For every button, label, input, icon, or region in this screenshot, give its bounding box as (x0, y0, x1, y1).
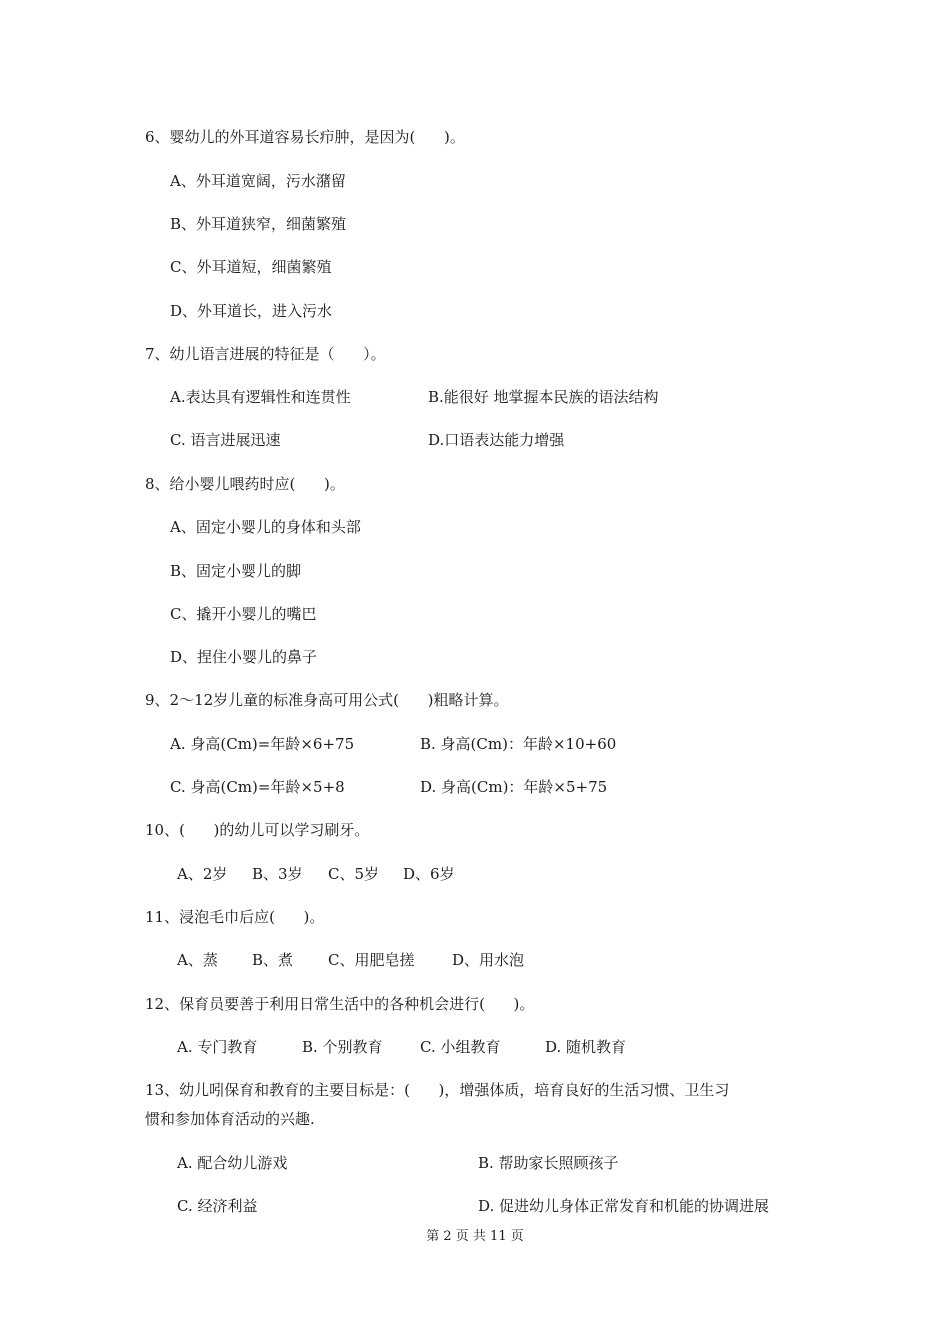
question-13-option-a: A. 配合幼儿游戏 (177, 1154, 288, 1172)
question-10-option-c: C、5岁 (328, 865, 380, 883)
question-10-option-b: B、3岁 (252, 865, 303, 883)
question-13-stem: 13、幼儿吲保育和教育的主要目标是：( )，增强体质，培育良好的生活习惯、卫生习 (145, 1081, 730, 1099)
question-11-stem: 11、浸泡毛巾后应( )。 (145, 908, 325, 926)
question-8-option-d: D、捏住小婴儿的鼻子 (170, 648, 318, 666)
question-7-stem: 7、幼儿语言进展的特征是（ ）。 (145, 345, 386, 363)
question-9-option-b: B. 身高(Cm)：年龄×10+60 (420, 735, 617, 753)
question-8-option-a: A、固定小婴儿的身体和头部 (170, 518, 361, 536)
question-9-option-d: D. 身高(Cm)：年龄×5+75 (420, 778, 608, 796)
question-10-option-a: A、2岁 (177, 865, 228, 883)
question-9-stem: 9、2～12岁儿童的标准身高可用公式( )粗略计算。 (145, 691, 509, 709)
question-8-stem: 8、给小婴儿喂药时应( )。 (145, 475, 345, 493)
question-7-option-d: D.口语表达能力增强 (428, 431, 565, 449)
question-11-option-d: D、用水泡 (452, 951, 525, 969)
question-7-option-b: B.能很好 地掌握本民族的语法结构 (428, 388, 659, 406)
question-9-option-c: C. 身高(Cm)=年龄×5+8 (170, 778, 345, 796)
question-12-option-a: A. 专门教育 (177, 1038, 258, 1056)
question-9-option-a: A. 身高(Cm)=年龄×6+75 (170, 735, 355, 753)
question-13-option-b: B. 帮助家长照顾孩子 (478, 1154, 619, 1172)
question-13-option-c: C. 经济利益 (177, 1197, 258, 1215)
question-10-option-d: D、6岁 (403, 865, 455, 883)
question-6-option-b: B、外耳道狭窄，细菌繁殖 (170, 215, 347, 233)
question-10-stem: 10、( )的幼儿可以学习刷牙。 (145, 821, 370, 839)
question-6-option-d: D、外耳道长，进入污水 (170, 302, 333, 320)
question-8-option-c: C、撬开小婴儿的嘴巴 (170, 605, 317, 623)
question-12-stem: 12、保育员要善于利用日常生活中的各种机会进行( )。 (145, 995, 535, 1013)
question-6-option-c: C、外耳道短，细菌繁殖 (170, 258, 332, 276)
question-12-option-c: C. 小组教育 (420, 1038, 501, 1056)
question-12-option-b: B. 个别教育 (302, 1038, 383, 1056)
question-6-option-a: A、外耳道宽阔，污水潴留 (170, 172, 346, 190)
question-11-option-b: B、煮 (252, 951, 294, 969)
question-11-option-a: A、蒸 (177, 951, 218, 969)
question-7-option-a: A.表达具有逻辑性和连贯性 (170, 388, 351, 406)
question-12-option-d: D. 随机教育 (545, 1038, 627, 1056)
question-13-stem-continued: 惯和参加体育活动的兴趣. (145, 1110, 315, 1128)
question-6-stem: 6、婴幼儿的外耳道容易长疖肿，是因为( )。 (145, 128, 465, 146)
question-13-option-d: D. 促进幼儿身体正常发育和机能的协调进展 (478, 1197, 770, 1215)
question-7-option-c: C. 语言进展迅速 (170, 431, 281, 449)
question-11-option-c: C、用肥皂搓 (328, 951, 415, 969)
question-8-option-b: B、固定小婴儿的脚 (170, 562, 302, 580)
page-footer: 第 2 页 共 11 页 (426, 1229, 524, 1244)
